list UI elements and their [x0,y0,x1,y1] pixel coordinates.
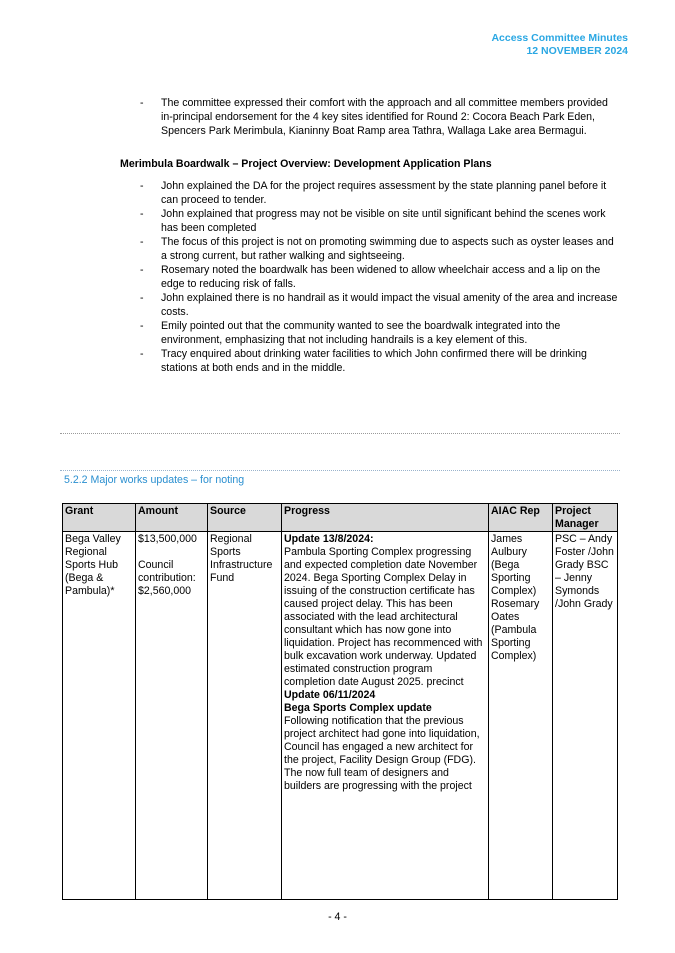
bullet-item [140,235,620,263]
cell-progress [282,532,489,900]
bullet-item [140,263,620,291]
section-divider [60,470,620,471]
bullet-dash: - [140,97,144,109]
col-header-source: Source [208,504,282,532]
bullet-text: Rosemary noted the boardwalk has been widened to allow wheelchair access and a lip on the edge to reducing risk of falls. [161,264,601,290]
col-header-project-manager: Project Manager [553,504,618,532]
bullet-text: The focus of this project is not on promoting swimming due to aspects such as oyster leases and a strong current, but rather walking and sightseeing. [161,236,614,262]
header-title: Access Committee Minutes [491,32,628,44]
bullet-dash: - [140,292,144,304]
cell-project-manager: PSC – Andy Foster /John Grady BSC – Jenny Symonds /John Grady [553,532,618,900]
bullet-text: The committee expressed their comfort with the approach and all committee members provided in-principal endorsement for the 4 key sites identified for Round 2: Cocora Beach Park Eden, Spencers Park Merimbula, Kianinny Boat Ramp area Tathra, Wallaga Lake area Bermagui. [161,97,608,137]
update-2-title: Update 06/11/2024 [284,689,376,701]
section-divider [60,433,620,434]
bullet-text: Tracy enquired about drinking water facilities to which John confirmed there will be drinking stations at both ends and in the middle. [161,348,587,374]
bullet-dash: - [140,264,144,276]
bullet-dash: - [140,208,144,220]
update-2-body-1: Following notification that the previous project architect had gone into liquidation, Council has engaged a new architect for the project, Facility Design Group (FDG). [284,715,480,766]
cell-aiac-rep: James Aulbury (Bega Sporting Complex) Rosemary Oates (Pambula Sporting Complex) [489,532,553,900]
bullet-text: John explained that progress may not be visible on site until significant behind the scenes work has been completed [161,208,606,234]
col-header-amount: Amount [136,504,208,532]
bullet-item [140,347,620,375]
update-1-title: Update 13/8/2024: [284,533,374,545]
header-date: 12 NOVEMBER 2024 [526,45,628,57]
bullet-dash: - [140,320,144,332]
intro-bullet-list [140,96,620,138]
council-contribution: Council contribution: $2,560,000 [138,559,196,597]
section-title: 5.2.2 Major works updates – for noting [64,474,245,486]
table-header-row [63,504,618,532]
boardwalk-bullet-list [140,179,620,375]
bullet-text: Emily pointed out that the community wanted to see the boardwalk integrated into the environment, emphasizing that not including handrails is a key element of this. [161,320,561,346]
table-row [63,532,618,900]
bullet-item [140,291,620,319]
cell-source: Regional Sports Infrastructure Fund [208,532,282,900]
bullet-text: John explained there is no handrail as it would impact the visual amenity of the area and increase costs. [161,292,618,318]
update-2-subtitle: Bega Sports Complex update [284,702,432,714]
col-header-grant: Grant [63,504,136,532]
bullet-text: John explained the DA for the project requires assessment by the state planning panel before it can proceed to tender. [161,180,607,206]
major-works-table [62,503,618,900]
boardwalk-subheading: Merimbula Boardwalk – Project Overview: Development Application Plans [120,158,492,170]
col-header-aiac-rep: AIAC Rep [489,504,553,532]
update-1-body: Pambula Sporting Complex progressing and expected completion date November 2024. Bega Sporting Complex Delay in issuing of the construction certificate has caused project delay. This has been associated with the lead architectural consultant which has now gone into liquidation. Project has recommenced with bulk excavation work underway. Updated estimated construction program completion date August 2025. precinct [284,546,483,688]
cell-grant: Bega Valley Regional Sports Hub (Bega & Pambula)* [63,532,136,900]
document-header [491,32,628,58]
amount-value: $13,500,000 [138,533,197,545]
bullet-dash: - [140,236,144,248]
update-2-body-2: The now full team of designers and builders are progressing with the project [284,767,472,792]
bullet-dash: - [140,348,144,360]
page-number: - 4 - [328,911,347,923]
bullet-item [140,179,620,207]
bullet-item [140,96,620,138]
bullet-item [140,207,620,235]
col-header-progress: Progress [282,504,489,532]
bullet-dash: - [140,180,144,192]
bullet-item [140,319,620,347]
cell-amount [136,532,208,900]
